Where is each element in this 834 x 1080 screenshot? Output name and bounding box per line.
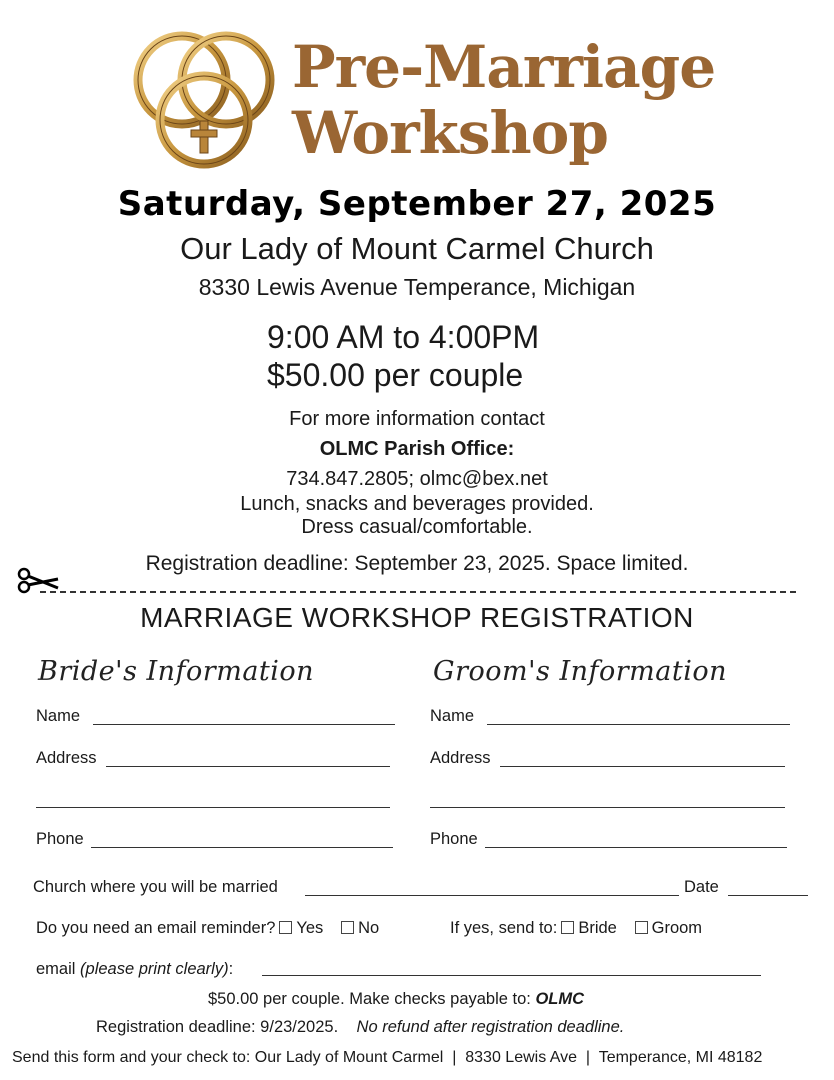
email-label-row xyxy=(36,960,233,979)
groom-address-label: Address xyxy=(430,749,491,767)
bride-address-label: Address xyxy=(36,749,97,767)
bride-address-field[interactable] xyxy=(106,766,390,767)
bride-phone-field[interactable] xyxy=(91,847,393,848)
office-name: OLMC Parish Office: xyxy=(319,438,515,460)
groom-address-line-2-field[interactable] xyxy=(430,807,785,808)
page-title-line-1: Pre-Marriage xyxy=(292,33,716,101)
deadline-text: Registration deadline: 9/23/2025. xyxy=(96,1018,339,1036)
groom-option-label: Groom xyxy=(651,919,703,937)
groom-phone-label: Phone xyxy=(430,830,478,848)
event-time: 9:00 AM to 4:00PM xyxy=(267,319,540,355)
dress-note: Dress casual/comfortable. xyxy=(301,516,533,538)
bride-section-heading: Bride's Information xyxy=(38,656,315,687)
church-field[interactable] xyxy=(305,895,679,896)
registration-heading: MARRIAGE WORKSHOP REGISTRATION xyxy=(140,602,694,633)
email-field[interactable] xyxy=(262,975,761,976)
cut-line xyxy=(40,591,796,593)
payment-note xyxy=(208,990,584,1009)
mail-to-note: Send this form and your check to: Our Lady of Mount Carmel | 8330 Lewis Ave | Temperance, MI 48182 xyxy=(12,1049,763,1066)
lunch-note: Lunch, snacks and beverages provided. xyxy=(240,493,594,515)
no-checkbox[interactable] xyxy=(341,921,354,934)
refund-note: No refund after registration deadline. xyxy=(356,1018,625,1036)
no-label: No xyxy=(358,919,380,937)
reminder-question: Do you need an email reminder? xyxy=(36,919,276,937)
bride-name-label: Name xyxy=(36,707,81,725)
bride-option-label: Bride xyxy=(578,919,617,937)
groom-address-field[interactable] xyxy=(500,766,785,767)
yes-checkbox[interactable] xyxy=(279,921,292,934)
send-to-label: If yes, send to: xyxy=(450,919,558,937)
bride-checkbox[interactable] xyxy=(561,921,574,934)
groom-section-heading: Groom's Information xyxy=(433,656,727,687)
wedding-rings-cross-icon xyxy=(130,25,280,175)
date-label: Date xyxy=(684,878,719,896)
email-hint: (please print clearly) xyxy=(80,960,229,978)
payment-text: $50.00 per couple. Make checks payable to: xyxy=(208,990,531,1008)
groom-name-field[interactable] xyxy=(487,724,790,725)
deadline-note: Registration deadline: September 23, 2025. Space limited. xyxy=(145,552,689,575)
scissors-icon xyxy=(16,566,60,594)
contact-info: 734.847.2805; olmc@bex.net xyxy=(286,468,548,490)
groom-checkbox[interactable] xyxy=(635,921,648,934)
church-name: Our Lady of Mount Carmel Church xyxy=(180,231,654,266)
reminder-row xyxy=(36,919,379,938)
bride-address-line-2-field[interactable] xyxy=(36,807,390,808)
bride-phone-label: Phone xyxy=(36,830,84,848)
yes-label: Yes xyxy=(296,919,324,937)
church-address: 8330 Lewis Avenue Temperance, Michigan xyxy=(198,274,636,300)
bride-name-field[interactable] xyxy=(93,724,395,725)
page-title-line-2: Workshop xyxy=(292,99,608,167)
event-price: $50.00 per couple xyxy=(267,357,524,393)
send-to-row xyxy=(450,919,702,938)
date-field[interactable] xyxy=(728,895,808,896)
groom-phone-field[interactable] xyxy=(485,847,787,848)
email-colon: : xyxy=(228,960,234,978)
groom-name-label: Name xyxy=(430,707,475,725)
contact-lead: For more information contact xyxy=(289,408,545,430)
deadline-footer xyxy=(96,1018,624,1037)
event-date: Saturday, September 27, 2025 xyxy=(117,184,717,224)
church-label: Church where you will be married xyxy=(33,878,278,896)
payable-to: OLMC xyxy=(535,990,585,1008)
email-label: email xyxy=(36,960,76,978)
